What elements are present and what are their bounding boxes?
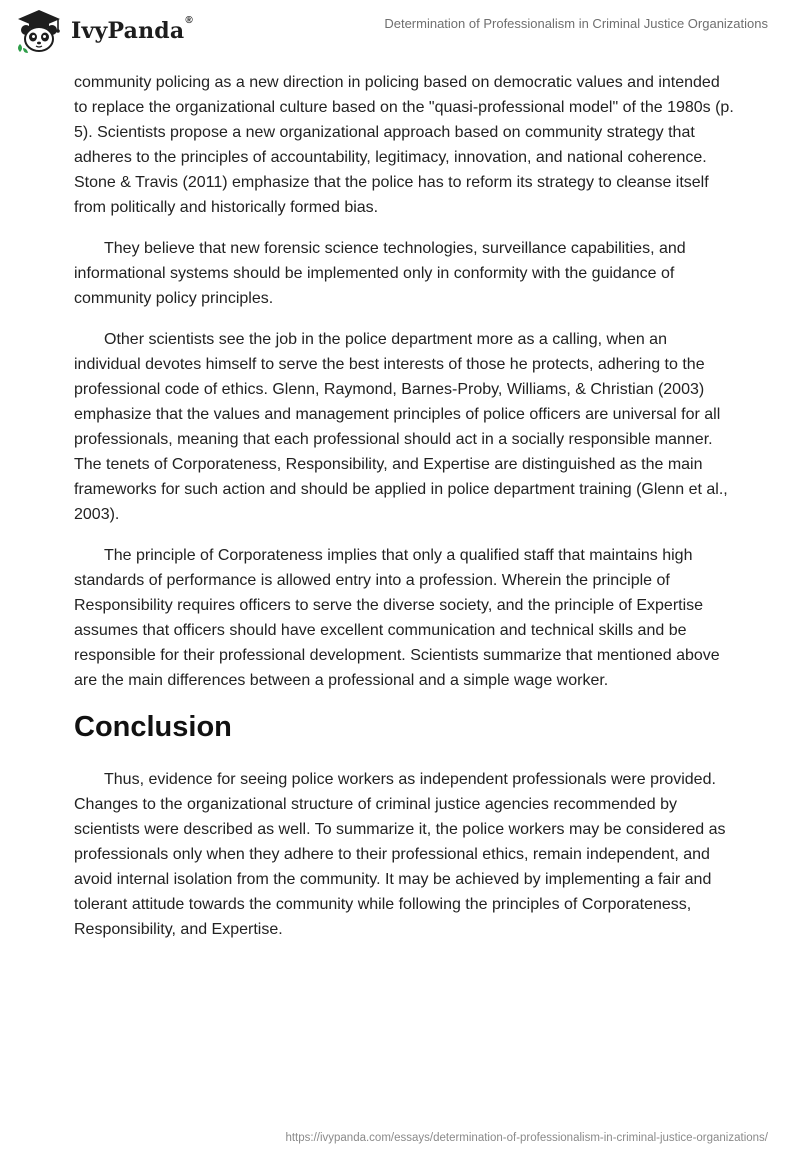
ivypanda-logo[interactable] [14,8,193,54]
essay-content [74,70,734,958]
source-url-link[interactable]: https://ivypanda.com/essays/determination-of-professionalism-in-criminal-justice-organizations/ [285,1132,768,1144]
brand-name: IvyPanda® [71,15,193,44]
conclusion-heading: Conclusion [74,711,232,743]
paragraph-continuation: community policing as a new direction in policing based on democratic values and intended to replace the organizational culture based on the "quasi-professional model" of the 1980s (p. 5). Scientists propose a new organizational approach based on community strategy that adheres to the principles of accountability, legitimacy, innovation, and national coherence. Stone & Travis (2011) emphasize that the police has to reform its strategy to cleanse itself from politically and historically formed bias. [74,74,734,216]
paragraph: Other scientists see the job in the police department more as a calling, when an individual devotes himself to serve the best interests of those he protects, adhering to the professional code of ethics. Glenn, Raymond, Barnes-Proby, Williams, & Christian (2003) emphasize that the values and management principles of police officers are universal for all professionals, meaning that each professional should act in a socially responsible manner. The tenets of Corporateness, Responsibility, and Expertise are distinguished as the main frameworks for such action and should be applied in police department training (Glenn et al., 2003). [74,331,728,523]
document-title: Determination of Professionalism in Criminal Justice Organizations [384,16,768,31]
trademark-symbol: ® [185,15,193,26]
page-header [0,0,800,62]
conclusion-paragraph: Thus, evidence for seeing police workers as independent professionals were provided. Changes to the organizational structure of criminal justice agencies recommended by scientists were described as well. To summarize it, the police workers may be considered as professionals only when they adhere to their professional ethics, remain independent, and avoid internal isolation from the community. It may be achieved by implementing a fair and tolerant attitude towards the community while following the principles of Corporateness, Responsibility, and Expertise. [74,771,726,938]
paragraph: The principle of Corporateness implies that only a qualified staff that maintains high standards of performance is allowed entry into a profession. Wherein the principle of Responsibility requires officers to serve the diverse society, and the principle of Expertise assumes that officers should have excellent communication and technical skills and be responsible for their professional development. Scientists summarize that mentioned above are the main differences between a professional and a simple wage worker. [74,547,720,689]
panda-graduation-cap-icon [14,8,64,54]
paragraph: They believe that new forensic science technologies, surveillance capabilities, and informational systems should be implemented only in conformity with the guidance of community policy principles. [74,240,686,307]
